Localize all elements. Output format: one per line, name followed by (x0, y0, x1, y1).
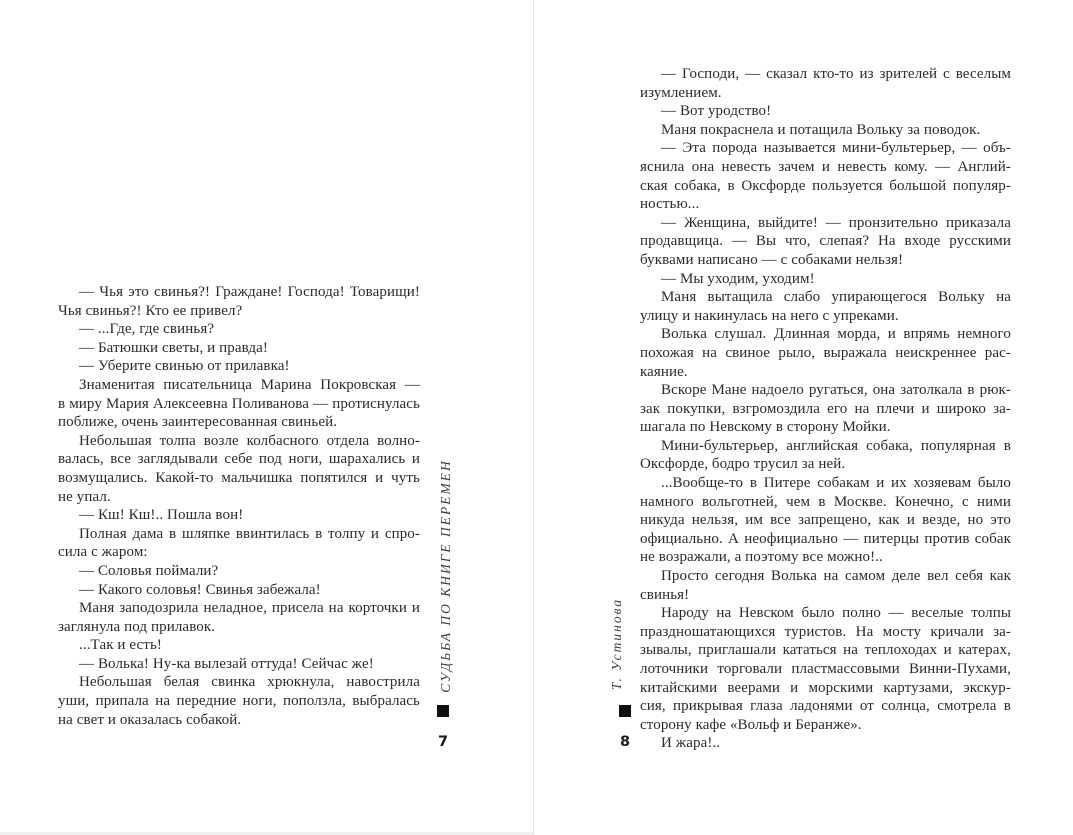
text-line: праздношатающихся туристов. На мосту кричали за- (640, 623, 1011, 640)
text-line: — Соловья поймали? (79, 562, 219, 579)
text-line: возмущались. Какой-то мальчишка попятился и чуть (58, 469, 420, 486)
text-line: сия, прикрывая глаза ладонями от солнца, смотрела в (640, 698, 1011, 715)
running-author: Т. Устинова (609, 597, 624, 691)
text-line: буквами написано — с собаками нельзя! (640, 251, 904, 268)
text-line: — Волька! Ну-ка вылезай оттуда! Сейчас же! (79, 655, 374, 672)
text-line: лоточники торговали пластмассовыми Винни-Пухами, (640, 661, 1011, 677)
text-line: И жара!.. (661, 735, 721, 752)
text-line: Маня заподозрила неладное, присела на корточки и (79, 600, 420, 617)
text-line: уши, припала на передние ноги, поползла, выбралась (58, 693, 420, 710)
text-line: заглянула под прилавок. (58, 618, 216, 635)
text-line: никуда нельзя, им все запрещено, как и везде, но это (640, 512, 1011, 529)
text-line: — Батюшки светы, и правда! (79, 339, 269, 356)
text-line: Просто сегодня Волька на самом деле вел себя как (661, 568, 1011, 585)
text-line: в миру Мария Алексеевна Поливанова — протиснулась (58, 395, 420, 412)
text-line: поближе, очень заинтересованная свиньей. (58, 414, 338, 431)
text-line: Оксфорде, бодро трусил за ней. (640, 456, 846, 473)
text-line: — Мы уходим, уходим! (661, 270, 815, 287)
text-line: — Уберите свинью от прилавка! (79, 358, 290, 375)
black-square-ornament (437, 705, 449, 717)
text-line: — Женщина, выйдите! — пронзительно приказала (661, 214, 1011, 231)
text-line: официально. А неофициально — питерцы против собак (640, 530, 1011, 547)
text-line: сила с жаром: (58, 544, 148, 561)
text-line: зывалы, приглашали кататься на теплоходах и катерах, (640, 642, 1011, 659)
text-line: изумлением. (640, 84, 722, 101)
page-number-left: 7 (437, 734, 449, 750)
page-number-right: 8 (619, 734, 631, 750)
text-line: свинья! (640, 586, 690, 603)
text-line: — Вот уродство! (661, 103, 772, 120)
text-line: Маня покраснела и потащила Вольку за поводок. (661, 121, 981, 138)
black-square-ornament (619, 705, 631, 717)
text-line: на свет и оказалась собакой. (58, 711, 242, 728)
text-line: не упал. (58, 488, 111, 505)
text-line: Волька слушал. Длинная морда, и впрямь немного (661, 326, 1011, 343)
text-line: Чья свинья?! Кто ее привел? (58, 302, 243, 319)
text-line: ...Так и есть! (79, 637, 162, 654)
text-line: — Чья это свинья?! Граждане! Господа! Товарищи! (79, 284, 420, 300)
text-line: — ...Где, где свинья? (79, 321, 215, 338)
text-line: продавщица. — Вы что, слепая? На входе русскими (640, 233, 1011, 250)
text-line: улицу и накинулась на него с упреками. (640, 307, 899, 324)
text-line: валась, все заглядывали себе под ноги, шарахались и (58, 451, 420, 468)
left-page-text-column (58, 283, 420, 729)
text-line: намного вольготней, чем в Москве. Конечно, с ними (640, 493, 1011, 510)
text-line: ская собака, в Оксфорде пользуется большой популяр- (640, 177, 1011, 194)
page-gutter-line (533, 0, 534, 835)
text-line: яснила она невесть зачем и невесть кому. — Англий- (640, 158, 1011, 175)
text-line: зак покупки, взгромоздила его на плечи и широко за- (640, 400, 1011, 417)
text-line: — Господи, — сказал кто-то из зрителей с веселым (661, 66, 1011, 82)
text-line: Народу на Невском было полно — веселые толпы (661, 605, 1011, 622)
text-line: Вскоре Мане надоело ругаться, она затолкала в рюк- (661, 382, 1011, 399)
text-line: — Эта порода называется мини-бультерьер, — объ- (661, 140, 1011, 157)
right-page-text-column (640, 65, 1011, 753)
text-line: ...Вообще-то в Питере собакам и их хозяевам было (661, 475, 1011, 492)
running-title: СУДЬБА ПО КНИГЕ ПЕРЕМЕН (438, 459, 453, 693)
text-line: Знаменитая писательница Марина Покровская — (79, 376, 420, 393)
text-line: Небольшая толпа возле колбасного отдела волно- (79, 432, 420, 449)
text-line: китайскими веерами и морскими картузами, экскур- (640, 679, 1011, 696)
text-line: Полная дама в шляпке ввинтилась в толпу и спро- (79, 525, 420, 542)
text-line: шагала по Невскому в сторону Мойки. (640, 419, 891, 436)
text-line: ностью... (640, 196, 700, 213)
text-line: Маня вытащила слабо упирающегося Вольку на (661, 289, 1011, 306)
text-line: — Какого соловья! Свинья забежала! (79, 581, 321, 598)
text-line: каяние. (640, 363, 688, 380)
text-line: похожая на свиное рыло, выражала неискреннее рас- (640, 344, 1011, 361)
text-line: — Кш! Кш!.. Пошла вон! (79, 507, 244, 524)
text-line: сторону кафе «Вольф и Беранже». (640, 716, 862, 733)
text-line: Мини-бультерьер, английская собака, популярная в (661, 437, 1011, 454)
text-line: Небольшая белая свинка хрюкнула, навострила (79, 674, 420, 691)
text-line: не возражали, а поэтому все можно!.. (640, 549, 883, 566)
